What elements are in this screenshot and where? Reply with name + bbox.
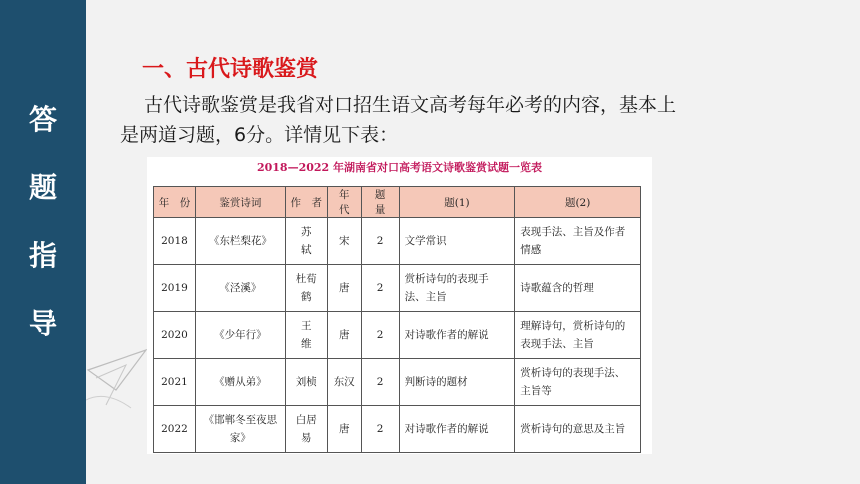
sidebar-char: 导 bbox=[28, 307, 57, 340]
era-cell: 唐 bbox=[327, 312, 361, 359]
table-caption: 2018—2022 年湖南省对口高考语文诗歌鉴赏试题一览表 bbox=[256, 161, 543, 174]
paper-plane-decoration bbox=[86, 330, 156, 420]
sidebar bbox=[0, 0, 86, 484]
q1-cell: 对诗歌作者的解说 bbox=[399, 406, 515, 453]
column-header: 年 代 bbox=[327, 187, 361, 218]
year-cell: 2022 bbox=[154, 406, 196, 453]
q1-cell: 判断诗的题材 bbox=[399, 359, 515, 406]
poetry-table bbox=[153, 186, 641, 453]
table-row bbox=[154, 218, 641, 265]
section-title: 一、古代诗歌鉴赏 bbox=[142, 57, 319, 82]
author-cell: 杜荀鹤 bbox=[285, 265, 327, 312]
table-row bbox=[154, 312, 641, 359]
poem-cell: 《泾溪》 bbox=[195, 265, 285, 312]
intro-paragraph bbox=[120, 90, 760, 150]
year-cell: 2019 bbox=[154, 265, 196, 312]
poem-cell: 《东栏梨花》 bbox=[195, 218, 285, 265]
intro-line: 是两道习题，6分。详情见下表： bbox=[120, 124, 399, 146]
author-cell: 王 维 bbox=[285, 312, 327, 359]
count-cell: 2 bbox=[361, 265, 399, 312]
column-header: 作 者 bbox=[285, 187, 327, 218]
era-cell: 唐 bbox=[327, 265, 361, 312]
table-row bbox=[154, 359, 641, 406]
sidebar-char: 指 bbox=[28, 239, 57, 272]
q1-cell: 文学常识 bbox=[399, 218, 515, 265]
era-cell: 宋 bbox=[327, 218, 361, 265]
intro-line: 古代诗歌鉴赏是我省对口招生语文高考每年必考的内容，基本上 bbox=[144, 94, 677, 116]
era-cell: 东汉 bbox=[327, 359, 361, 406]
column-header: 题(2) bbox=[515, 187, 641, 218]
q1-cell: 对诗歌作者的解说 bbox=[399, 312, 515, 359]
table-header-row bbox=[154, 187, 641, 218]
poem-cell: 《赠从弟》 bbox=[195, 359, 285, 406]
sidebar-char: 题 bbox=[28, 171, 57, 204]
poem-cell: 《少年行》 bbox=[195, 312, 285, 359]
year-cell: 2020 bbox=[154, 312, 196, 359]
year-cell: 2018 bbox=[154, 218, 196, 265]
q1-cell: 赏析诗句的表现手法、主旨 bbox=[399, 265, 515, 312]
sidebar-char: 答 bbox=[28, 103, 57, 136]
table-image bbox=[147, 157, 652, 454]
year-cell: 2021 bbox=[154, 359, 196, 406]
column-header: 题 量 bbox=[361, 187, 399, 218]
era-cell: 唐 bbox=[327, 406, 361, 453]
column-header: 题(1) bbox=[399, 187, 515, 218]
author-cell: 白居易 bbox=[285, 406, 327, 453]
author-cell: 苏 轼 bbox=[285, 218, 327, 265]
q2-cell: 表现手法、主旨及作者情感 bbox=[515, 218, 641, 265]
column-header: 鉴赏诗词 bbox=[195, 187, 285, 218]
q2-cell: 理解诗句，赏析诗句的表现手法、主旨 bbox=[515, 312, 641, 359]
count-cell: 2 bbox=[361, 359, 399, 406]
poem-cell: 《邯郸冬至夜思家》 bbox=[195, 406, 285, 453]
table-row bbox=[154, 406, 641, 453]
q2-cell: 诗歌蕴含的哲理 bbox=[515, 265, 641, 312]
q2-cell: 赏析诗句的表现手法、主旨等 bbox=[515, 359, 641, 406]
table-row bbox=[154, 265, 641, 312]
q2-cell: 赏析诗句的意思及主旨 bbox=[515, 406, 641, 453]
count-cell: 2 bbox=[361, 218, 399, 265]
author-cell: 刘桢 bbox=[285, 359, 327, 406]
column-header: 年 份 bbox=[154, 187, 196, 218]
count-cell: 2 bbox=[361, 312, 399, 359]
count-cell: 2 bbox=[361, 406, 399, 453]
